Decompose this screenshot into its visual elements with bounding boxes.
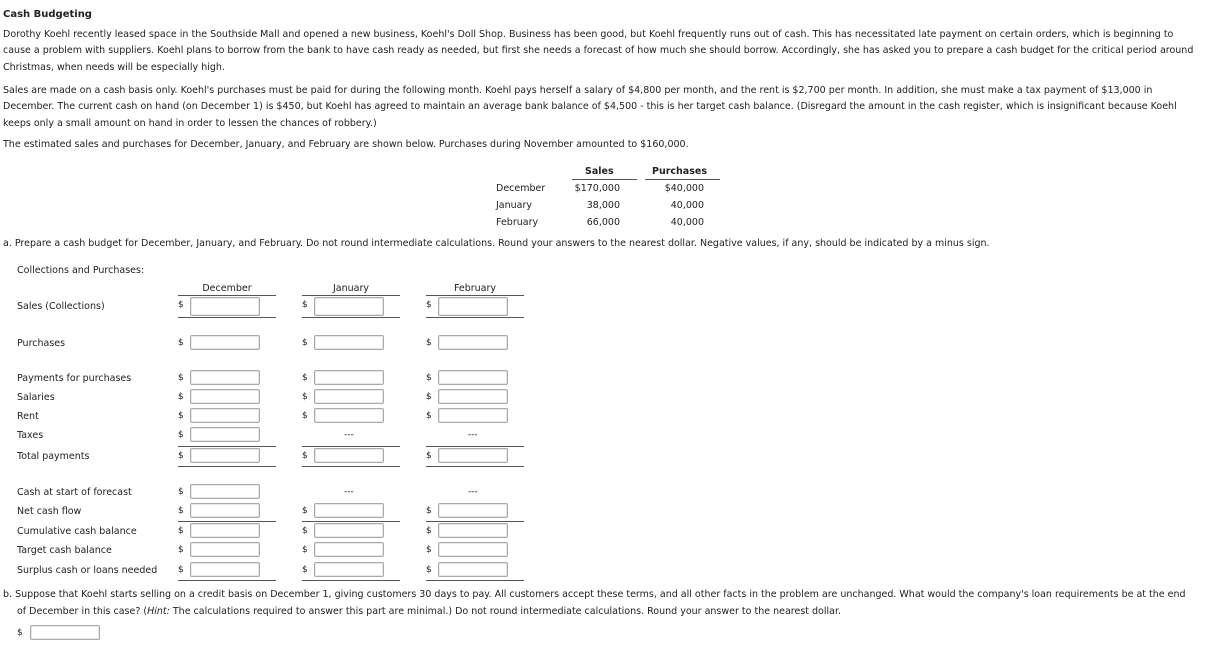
row-label-cash-start: Cash at start of forecast — [17, 487, 132, 498]
part-b-question: b. Suppose that Koehl starts selling on a credit basis on December 1, giving customers 30 days to pay. All customers accept these terms, and all other facts in the problem are unchanged. What would the company's loan requirements be at the end — [3, 589, 1186, 600]
subtotal-rule — [426, 580, 524, 581]
subtotal-rule — [426, 446, 524, 447]
payments-february-input[interactable] — [438, 370, 508, 385]
estimate-sales: 66,000 — [586, 217, 620, 228]
subtotal-rule — [426, 466, 524, 467]
estimate-sales: 38,000 — [586, 200, 620, 211]
surplus-january-input[interactable] — [314, 562, 384, 577]
target-february-input[interactable] — [438, 542, 508, 557]
target-january-input[interactable] — [314, 542, 384, 557]
total-december-input[interactable] — [190, 448, 260, 463]
currency-symbol: $ — [302, 300, 308, 310]
row-label-target: Target cash balance — [17, 545, 112, 556]
currency-symbol: $ — [426, 526, 432, 536]
estimate-purchases: 40,000 — [670, 217, 704, 228]
subtotal-rule — [178, 466, 276, 467]
taxes-december-input[interactable] — [190, 427, 260, 442]
cumulative-february-input[interactable] — [438, 523, 508, 538]
purchases-header: Purchases — [652, 166, 707, 177]
currency-symbol: $ — [426, 506, 432, 516]
currency-symbol: $ — [178, 430, 184, 440]
subtotal-rule — [426, 521, 524, 522]
row-label-purchases: Purchases — [17, 338, 66, 349]
subtotal-rule — [302, 466, 400, 467]
not-applicable-dash: --- — [344, 487, 354, 497]
cumulative-december-input[interactable] — [190, 523, 260, 538]
row-label-sales: Sales (Collections) — [17, 301, 105, 312]
intro-paragraph: Dorothy Koehl recently leased space in the Southside Mall and opened a new business, Koehl's Doll Shop. Business has been good, but Koehl frequently runs out of cash. This has necessitated late payment on certain orders, which is beginning to cause a problem with suppliers. Koehl plans to borrow from the bank to have cash ready as needed, but first she needs a forecast of how much she should borrow. Accordingly, she has asked you to prepare a cash budget for the critical period around Christmas, when needs will be especially high. — [3, 29, 1194, 73]
page-title: Cash Budgeting — [3, 9, 92, 20]
currency-symbol: $ — [178, 451, 184, 461]
currency-symbol: $ — [302, 506, 308, 516]
cash-start-december-input[interactable] — [190, 484, 260, 499]
subtotal-rule — [302, 580, 400, 581]
not-applicable-dash: --- — [344, 430, 354, 440]
currency-symbol: $ — [302, 411, 308, 421]
estimate-month: December — [496, 183, 546, 194]
target-december-input[interactable] — [190, 542, 260, 557]
rent-january-input[interactable] — [314, 408, 384, 423]
section-label: Collections and Purchases: — [17, 265, 145, 276]
currency-symbol: $ — [426, 565, 432, 575]
currency-symbol: $ — [178, 392, 184, 402]
subtotal-rule — [178, 317, 276, 318]
salaries-february-input[interactable] — [438, 389, 508, 404]
currency-symbol: $ — [302, 526, 308, 536]
subtotal-rule — [178, 521, 276, 522]
estimate-sales: $170,000 — [574, 183, 620, 194]
row-label-total: Total payments — [17, 451, 90, 462]
currency-symbol: $ — [426, 451, 432, 461]
estimate-month: February — [496, 217, 539, 228]
estimate-month: January — [496, 200, 533, 211]
currency-symbol: $ — [426, 411, 432, 421]
currency-symbol: $ — [302, 373, 308, 383]
currency-symbol: $ — [302, 338, 308, 348]
row-label-surplus: Surplus cash or loans needed — [17, 565, 158, 576]
currency-symbol: $ — [178, 338, 184, 348]
currency-symbol: $ — [178, 300, 184, 310]
net-flow-january-input[interactable] — [314, 503, 384, 518]
currency-symbol: $ — [426, 300, 432, 310]
part-b-text: of December in this case? ( — [17, 606, 148, 617]
sales-february-input[interactable] — [438, 297, 508, 316]
surplus-december-input[interactable] — [190, 562, 260, 577]
net-flow-december-input[interactable] — [190, 503, 260, 518]
currency-symbol: $ — [178, 411, 184, 421]
part-a-instructions: a. Prepare a cash budget for December, January, and February. Do not round intermediate calculations. Round your answers to the nearest dollar. Negative values, if any, should be indicated by a minus sign. — [3, 238, 990, 249]
part-b-question-continued — [17, 606, 841, 617]
salaries-january-input[interactable] — [314, 389, 384, 404]
subtotal-rule — [426, 317, 524, 318]
terms-paragraph: Sales are made on a cash basis only. Koehl's purchases must be paid for during the following month. Koehl pays herself a salary of $4,800 per month, and the rent is $2,700 per month. In addition, she must make a tax payment of $13,000 in December. The current cash on hand (on December 1) is $450, but Koehl has agreed to maintain an average bank balance of $4,500 - this is her target cash balance. (Disregard the amount in the cash register, which is insignificant because Koehl keeps only a small amount on hand in order to lessen the chances of robbery.) — [3, 85, 1177, 129]
not-applicable-dash: --- — [468, 487, 478, 497]
sales-january-input[interactable] — [314, 297, 384, 316]
payments-december-input[interactable] — [190, 370, 260, 385]
currency-symbol: $ — [178, 565, 184, 575]
row-label-payments: Payments for purchases — [17, 373, 132, 384]
purchases-header-rule — [645, 179, 720, 180]
currency-symbol: $ — [302, 451, 308, 461]
rent-february-input[interactable] — [438, 408, 508, 423]
subtotal-rule — [302, 446, 400, 447]
row-label-rent: Rent — [17, 411, 39, 422]
row-label-net-flow: Net cash flow — [17, 506, 82, 517]
surplus-february-input[interactable] — [438, 562, 508, 577]
not-applicable-dash: --- — [468, 430, 478, 440]
row-label-salaries: Salaries — [17, 392, 55, 403]
salaries-december-input[interactable] — [190, 389, 260, 404]
row-label-cumulative: Cumulative cash balance — [17, 526, 137, 537]
part-b-text: The calculations required to answer this part are minimal.) Do not round intermediate calculations. Round your answer to the nearest dollar. — [169, 606, 842, 617]
currency-symbol: $ — [302, 392, 308, 402]
row-label-taxes: Taxes — [17, 430, 44, 441]
part-b-answer-input[interactable] — [30, 625, 100, 640]
cumulative-january-input[interactable] — [314, 523, 384, 538]
net-flow-february-input[interactable] — [438, 503, 508, 518]
sales-december-input[interactable] — [190, 297, 260, 316]
currency-symbol: $ — [178, 487, 184, 497]
column-header-february: February — [453, 283, 497, 294]
currency-symbol: $ — [426, 338, 432, 348]
purchases-february-input[interactable] — [438, 335, 508, 350]
currency-symbol: $ — [17, 628, 23, 638]
currency-symbol: $ — [178, 526, 184, 536]
estimate-purchases: $40,000 — [664, 183, 704, 194]
column-header-rule — [302, 295, 400, 296]
estimates-paragraph: The estimated sales and purchases for December, January, and February are shown below. Purchases during November amounted to $160,000. — [3, 139, 689, 150]
column-header-january: January — [332, 283, 369, 294]
currency-symbol: $ — [178, 506, 184, 516]
currency-symbol: $ — [426, 545, 432, 555]
sales-header-rule — [572, 179, 637, 180]
sales-header: Sales — [585, 166, 614, 177]
total-january-input[interactable] — [314, 448, 384, 463]
column-header-rule — [426, 295, 524, 296]
currency-symbol: $ — [302, 545, 308, 555]
currency-symbol: $ — [426, 392, 432, 402]
purchases-january-input[interactable] — [314, 335, 384, 350]
part-b-hint: Hint: — [147, 606, 170, 617]
subtotal-rule — [178, 580, 276, 581]
purchases-december-input[interactable] — [190, 335, 260, 350]
column-header-rule — [178, 295, 276, 296]
currency-symbol: $ — [426, 373, 432, 383]
total-february-input[interactable] — [438, 448, 508, 463]
payments-january-input[interactable] — [314, 370, 384, 385]
currency-symbol: $ — [178, 373, 184, 383]
column-header-december: December — [202, 283, 252, 294]
subtotal-rule — [302, 521, 400, 522]
subtotal-rule — [302, 317, 400, 318]
subtotal-rule — [178, 446, 276, 447]
currency-symbol: $ — [178, 545, 184, 555]
estimate-purchases: 40,000 — [670, 200, 704, 211]
rent-december-input[interactable] — [190, 408, 260, 423]
currency-symbol: $ — [302, 565, 308, 575]
